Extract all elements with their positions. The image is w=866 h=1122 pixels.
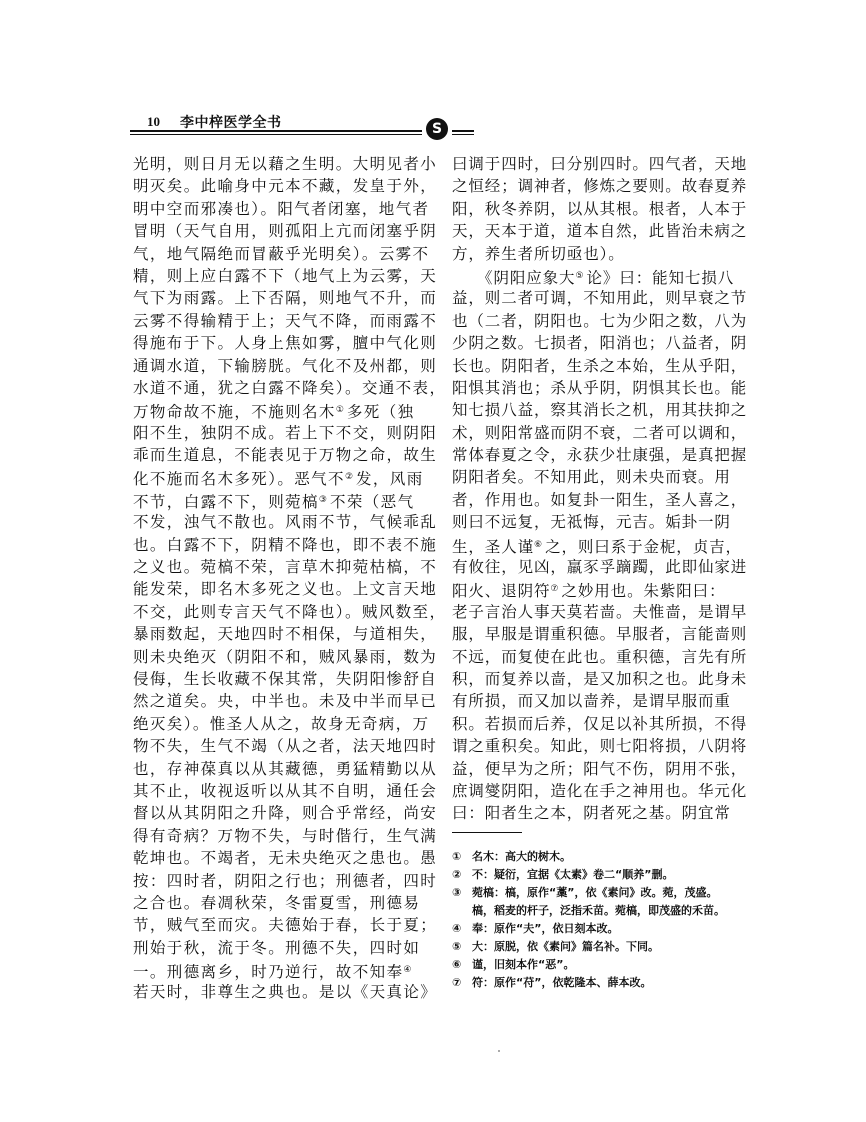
text-line: 阳火、退阴符⑦ 之妙用也。朱紫阳曰：	[452, 582, 726, 601]
footnote	[452, 884, 734, 920]
footnote-text: 名木：高大的树木。	[472, 850, 571, 863]
right-text-column	[452, 153, 748, 825]
text-line: 按：四时者，阴阳之行也；刑德者，四时	[133, 871, 438, 890]
publisher-logo-icon: S	[426, 118, 448, 140]
scan-speck	[498, 1050, 500, 1052]
text-line: 方，养生者所切亟也）。	[452, 244, 625, 263]
text-line: 知七损八益，察其消长之机，用其扶抑之	[452, 401, 748, 420]
header-rule	[452, 134, 474, 135]
footnote-text: 奉：原作“夫”，依日刻本改。	[472, 922, 619, 935]
text-line: 不交，此则专言天气不降也）。贼风数至，	[133, 602, 447, 621]
text-line: 气，地气隔绝而冒蔽乎光明矣）。云雾不	[133, 244, 430, 263]
footnote	[452, 848, 734, 866]
text-line: 得施布于下。人身上焦如雾，膻中气化则	[133, 334, 438, 353]
text-line: 物不失，生气不竭（从之者，法天地四时	[133, 737, 438, 756]
footnote-text: 菀槁：槁，原作“藁”，依《素问》改。菀，茂盛。槁，稻麦的杆子，泛指禾苗。菀槁，即茂盛的禾苗。	[472, 886, 725, 917]
text-line: 长也。阴阳者，生杀之本始，生从乎阳，	[452, 356, 748, 375]
text-line: 服，早服是谓重积德。早服者，言能啬则	[452, 625, 748, 644]
text-line: 阴阳者矣。不知用此，则未央而衰。用	[452, 468, 731, 487]
footnote-mark: ①	[452, 850, 462, 863]
left-text-column	[133, 153, 447, 1004]
text-line: 者，作用也。如复卦一阳生，圣人喜之，	[452, 490, 748, 509]
text-line: 气下为雨露。上下否隔，则地气不升，而	[133, 289, 438, 308]
text-line: 也，存神葆真以从其藏德，勇猛精勤以从	[133, 759, 438, 778]
text-line: 若天时，非尊生之典也。是以《天真论》	[133, 983, 438, 1002]
footnote-mark: ⑦	[452, 976, 462, 989]
text-line: 水道不通，犹之白露不降矣）。交通不表，	[133, 378, 447, 397]
text-line: 之合也。春凋秋荣，冬雷夏雪，刑德易	[133, 893, 421, 912]
text-line: 生，圣人谨⑥ 之，则曰系于金柅，贞吉，	[452, 537, 742, 556]
text-line: 阳，秋冬养阴，以从其根。根者，人本于	[452, 199, 748, 218]
footnote	[452, 938, 734, 956]
text-line: 不节，白露不下，则菀槁③ 不荣（恶气	[133, 492, 415, 511]
book-title: 李中梓医学全书	[180, 115, 282, 131]
footnote-mark: ④	[452, 922, 462, 935]
text-line: 得有奇病？万物不失，与时偕行，生气满	[133, 826, 438, 845]
footnotes	[452, 848, 734, 992]
text-line: 然之道矣。央，中半也。未及中半而早已	[133, 692, 438, 711]
text-line: 曰：阳者生之本，阴者死之基。阴宜常	[452, 804, 731, 823]
footnote-ref: ①	[335, 405, 344, 416]
header-rule	[130, 130, 422, 132]
text-line: 明灭矣。此喻身中元本不藏，发皇于外，	[133, 177, 438, 196]
footnote	[452, 956, 734, 974]
text-line: 绝灭矣）。惟圣人从之，故身无奇病，万	[133, 714, 430, 733]
text-line: 节，贼气至而灾。夫德始于春，长于夏；	[133, 916, 438, 935]
text-line: 侵侮，生长收藏不保其常，失阴阳惨舒自	[133, 669, 438, 688]
text-line: 积，而复养以啬，是又加积之也。此身未	[452, 669, 748, 688]
text-line: 万物命故不施，不施则名木① 多死（独	[133, 403, 415, 422]
page-number: 10	[147, 114, 160, 129]
text-line: 庶调燮阴阳，造化在手之神用也。华元化	[452, 781, 748, 800]
text-line: 能发荣，即名木多死之义也。上文言天地	[133, 580, 438, 599]
footnote-mark: ③	[452, 886, 462, 899]
footnote-divider	[452, 832, 522, 833]
text-line: 有攸往，见凶，羸豕孚蹢躅，此即仙家进	[452, 558, 748, 577]
text-line: 乾坤也。不竭者，无未央绝灭之患也。愚	[133, 849, 438, 868]
footnote-text: 大：原脱，依《素问》篇名补。下同。	[472, 940, 659, 953]
header-rule	[130, 134, 422, 135]
text-line: 化不施而名木多死）。恶气不② 发，风雨	[133, 470, 424, 489]
footnote	[452, 866, 734, 884]
text-line: 精，则上应白露不下（地气上为云雾，天	[133, 266, 438, 285]
text-line: 术，则阳常盛而阴不衰，二者可以调和，	[452, 423, 748, 442]
footnote-ref: ⑦	[550, 584, 559, 595]
footnote-text: 不：疑衍，宜据《太素》卷二“顺养”删。	[472, 868, 674, 881]
text-line: 也。白露不下，阴精不降也，即不表不施	[133, 535, 438, 554]
text-line: 则未央绝灭（阴阳不和，贼风暴雨，数为	[133, 647, 438, 666]
text-line: 刑始于秋，流于冬。刑德不失，四时如	[133, 938, 421, 957]
footnote-ref: ③	[318, 494, 327, 505]
text-line: 积。若损而后养，仅足以补其所损，不得	[452, 714, 748, 733]
running-header	[130, 110, 730, 140]
text-line: 乖而生道息，不能表见于万物之命，故生	[133, 446, 438, 465]
text-line: 不发，浊气不散也。风雨不节，气候乖乱	[133, 513, 438, 532]
text-line: 少阴之数。七损者，阳消也；八益者，阴	[452, 334, 748, 353]
footnote-text: 谨，旧刻本作“恶”。	[472, 958, 575, 971]
text-line: 也（二者，阴阳也。七为少阳之数，八为	[452, 311, 748, 330]
footnote-mark: ⑥	[452, 958, 462, 971]
footnote-mark: ②	[452, 868, 462, 881]
text-line: 云雾不得输精于上；天气不降，而雨露不	[133, 311, 438, 330]
text-line: 督以从其阴阳之升降，则合乎常经，尚安	[133, 804, 438, 823]
text-line: 阳不生，独阴不成。若上下不交，则阴阳	[133, 423, 438, 442]
text-line: 其不止，收视返听以从其不自明，通任会	[133, 781, 438, 800]
text-line: 老子言治人事天莫若啬。夫惟啬，是谓早	[452, 602, 748, 621]
text-line: 益，便早为之所；阳气不伤，阴用不张，	[452, 759, 748, 778]
text-line: 则曰不远复，无祗悔，元吉。姤卦一阴	[452, 513, 731, 532]
footnote-text: 符：原作“苻”，依乾隆本、薛本改。	[472, 976, 652, 989]
footnote-ref: ⑥	[534, 539, 543, 550]
text-line: 益，则二者可调，不知用此，则早衰之节	[452, 289, 748, 308]
text-line: 曰调于四时，曰分别四时。四气者，天地	[452, 155, 748, 173]
footnote-ref: ④	[403, 965, 412, 976]
text-line: 阳惧其消也；杀从乎阴，阴惧其长也。能	[452, 378, 748, 397]
text-line: 常体春夏之令，永获少壮康强，是真把握	[452, 446, 748, 465]
footnote-mark: ⑤	[452, 940, 462, 953]
text-line: 光明，则日月无以藉之生明。大明见者小	[133, 155, 438, 173]
text-line: 天，天本于道，道本自然，此皆治未病之	[452, 222, 748, 241]
text-line: 有所损，而又加以啬养，是谓早服而重	[452, 692, 731, 711]
footnote-ref: ②	[344, 472, 354, 483]
text-line: 明中空而邪凑也）。阳气者闭塞，地气者	[133, 199, 430, 218]
text-line: 不远，而复使在此也。重积德，言先有所	[452, 647, 748, 666]
footnote-ref: ⑤	[575, 270, 584, 281]
text-line: 之恒经；调神者，修炼之要则。故春夏养	[452, 177, 748, 196]
text-line: 一。刑德离乡，时乃逆行，故不知奉④	[133, 963, 412, 982]
text-line: 冒明（天气自用，则孤阳上亢而闭塞乎阴	[133, 222, 438, 241]
text-line: 《阴阳应象大⑤ 论》曰：能知七损八	[452, 268, 735, 287]
text-line: 之义也。菀槁不荣，言草木抑菀枯槁，不	[133, 558, 438, 577]
footnote	[452, 974, 734, 992]
footnote	[452, 920, 734, 938]
text-line: 暴雨数起，天地四时不相保，与道相失，	[133, 625, 438, 644]
text-line: 谓之重积矣。知此，则七阳将损，八阴将	[452, 737, 748, 756]
header-rule	[452, 130, 474, 132]
text-line: 通调水道，下输膀胱。气化不及州都，则	[133, 356, 438, 375]
